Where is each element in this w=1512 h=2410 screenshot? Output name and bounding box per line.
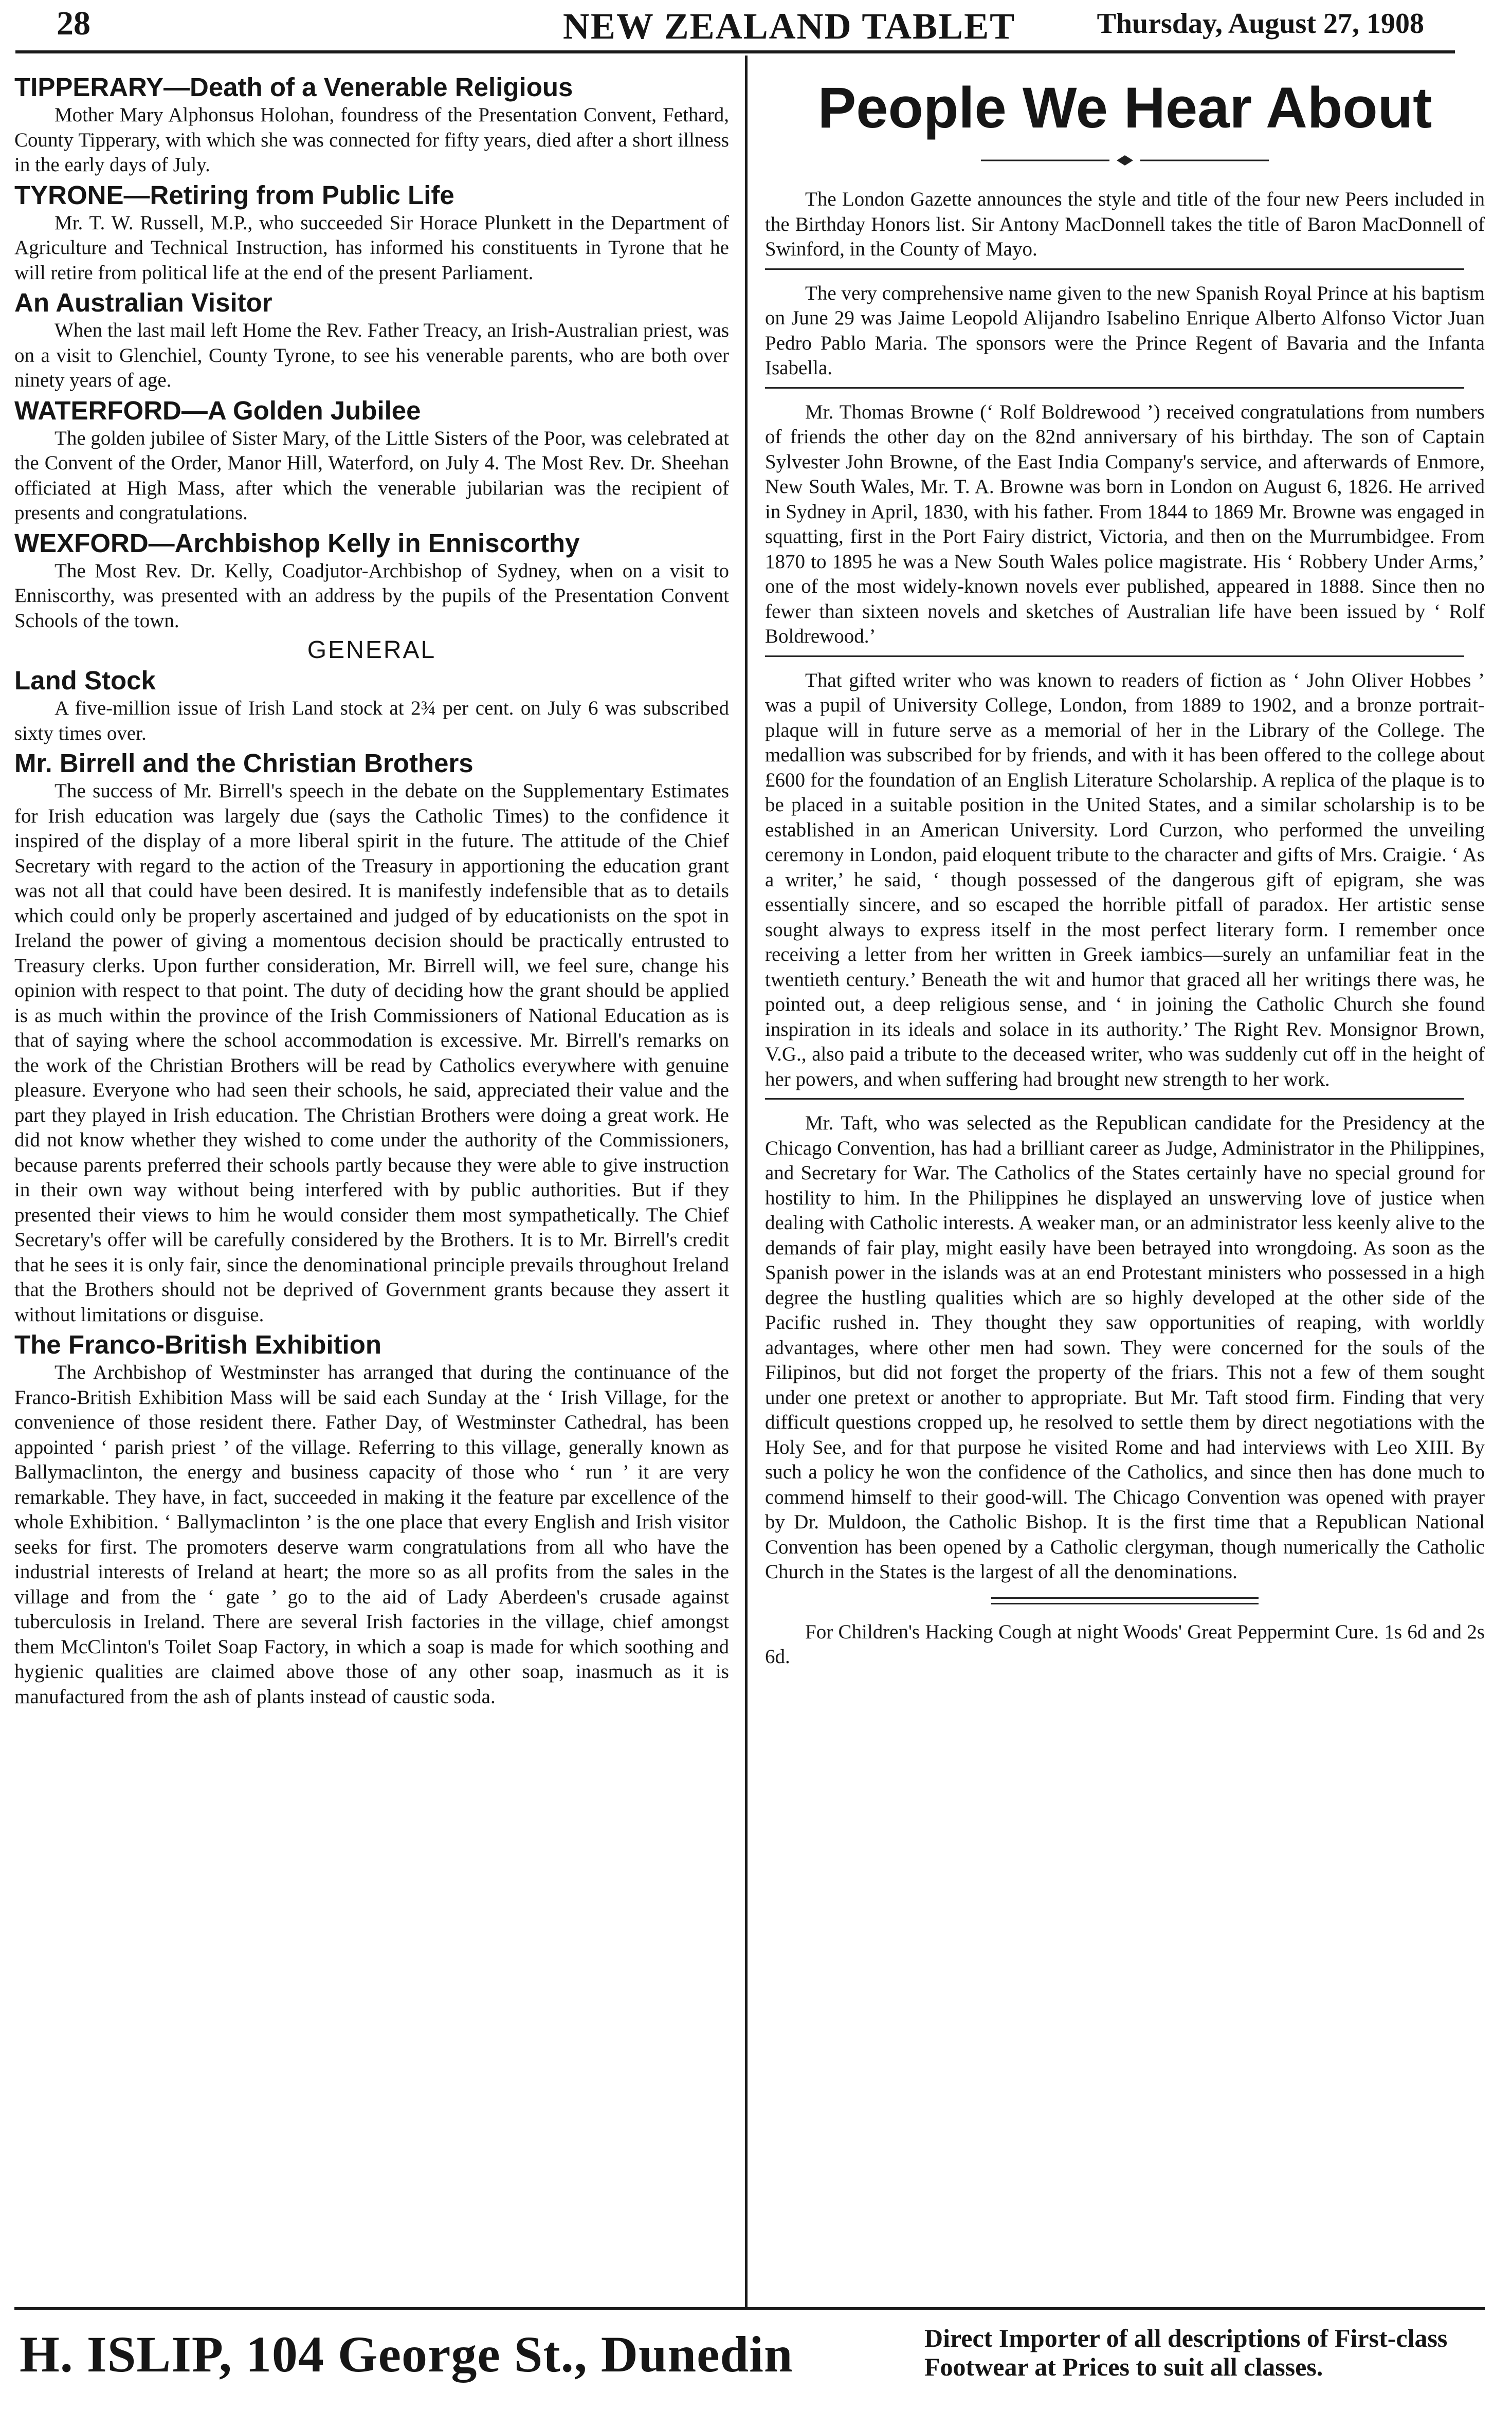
article-paragraph: Mr. Taft, who was selected as the Republican candidate for the Presidency at the Chicago Convention, has had a brilliant career as Judge, Administrator in the Philippines, and Secretary for War. The Catholics of the States certainly have no special ground for hostility to him. In the Philippines he displayed an unswerving love of justice when dealing with Catholic interests. A weaker man, or an administrator less keenly alive to the demands of fair play, might easily have been betrayed into wrongdoing. As soon as the Spanish power in the islands was at an end Protestant ministers who possessed in a high degree the hustling qualities which are so highly developed at the other side of the Pacific rushed in. They thought they saw opportunities of reaping, with worldly advantages, where other men had sown. They were concerned for the souls of the Filipinos, but did not forget the property of the friars. This not a few of them sought under one pretext or another to appropriate. But Mr. Taft stood firm. Finding that very difficult questions cropped up, he resolved to settle them by direct negotiations with the Holy See, and for that purpose he visited Rome and had interviews with Leo XIII. By such a policy he won the confidence of the Catholics, and since then has done much to commend himself to their good-will. The Chicago Convention was opened with prayer by Dr. Muldoon, the Catholic Bishop. It is the first time that a Republican National Convention has been opened by a Catholic clergyman, though numerically the Catholic Church in the States is the largest of all the denominations. bbox=[765, 1112, 1485, 1583]
article-paragraph: When the last mail left Home the Rev. Father Treacy, an Irish-Australian priest, was on a visit to Glenchiel, County Tyrone, to see his venerable parents, who are both over ninety years of age. bbox=[14, 319, 729, 391]
advert-rule bbox=[14, 2307, 1485, 2310]
advert-name: H. ISLIP, 104 George St., Dunedin bbox=[20, 2326, 793, 2383]
article-paragraph: The success of Mr. Birrell's speech in the debate on the Supplementary Estimates for Irish education was largely due (says the Catholic Times) to the confidence it inspired of the display of a more liberal spirit in the future. The attitude of the Chief Secretary with regard to the action of the Treasury in apportioning the education grant was not all that could have been desired. It is manifestly indefensible that as to details which could only be properly ascertained and judged of by educationists on the spot in Ireland the power of giving a momentous decision should be practically entrusted to Treasury clerks. Upon further consideration, Mr. Birrell will, we feel sure, change his opinion with respect to that point. The duty of deciding how the grant should be applied is as much within the province of the Irish Commissioners of National Education as is that of saying where the school accommodation is excessive. Mr. Birrell's remarks on the work of the Christian Brothers will be read by Catholics everywhere with genuine pleasure. Everyone who had seen their schools, he said, appreciated their value and the part they played in Irish education. The Christian Brothers were doing a great work. He did not know whether they wished to come under the authority of the Commissioners, because parents preferred their schools partly because they were able to give instruction in their own way without being interfered with by public authorities. But if they presented their views to him he would consider them most sympathetically. The Chief Secretary's offer will be carefully considered by the Brothers. It is to Mr. Birrell's credit that he sees it is only fair, since the denominational principle prevails throughout Ireland that the Brothers should not be deprived of Government grants because they assert it without limitations or disguise. bbox=[14, 780, 729, 1326]
section-heading: The Franco-British Exhibition bbox=[14, 1330, 382, 1359]
ornament-divider bbox=[981, 154, 1269, 167]
section-heading: WATERFORD—A Golden Jubilee bbox=[14, 395, 421, 425]
section-heading: TIPPERARY—Death of a Venerable Religious bbox=[14, 72, 573, 102]
closing-rule bbox=[991, 1597, 1259, 1604]
section-heading: An Australian Visitor bbox=[14, 288, 272, 317]
section-heading: Land Stock bbox=[14, 666, 156, 695]
feature-title: People We Hear About bbox=[817, 76, 1432, 140]
issue-date: Thursday, August 27, 1908 bbox=[1097, 8, 1424, 40]
article-paragraph: A five-million issue of Irish Land stock at 2¾ per cent. on July 6 was subscribed sixty times over. bbox=[14, 697, 729, 744]
article-paragraph: Mr. T. W. Russell, M.P., who succeeded Sir Horace Plunkett in the Department of Agriculture and Technical Instruction, has informed his constituents in Tyrone that he will retire from political life at the end of the present Parliament. bbox=[14, 211, 729, 284]
article-paragraph: Mr. Thomas Browne (‘ Rolf Boldrewood ’) received congratulations from numbers of friends the other day on the 82nd anniversary of his birthday. The son of Captain Sylvester John Browne, of the East India Company's service, and afterwards of Enmore, New South Wales, Mr. T. A. Browne was born in London on August 6, 1826. He arrived in Sydney in April, 1830, with his father. From 1844 to 1869 Mr. Browne was engaged in squatting, first in the Port Fairy district, Victoria, and then on the Murrumbidgee. From 1870 to 1895 he was a New South Wales police magistrate. His ‘ Robbery Under Arms,’ one of the most widely-known novels ever published, appeared in 1888. Since then no fewer than sixteen novels and sketches of Australian life have been issued by ‘ Rolf Boldrewood.’ bbox=[765, 400, 1485, 647]
advert-tagline: Direct Importer of all descriptions of First-class Footwear at Prices to suit all classes. bbox=[924, 2324, 1448, 2381]
page-number: 28 bbox=[57, 5, 90, 42]
paragraph-rule bbox=[765, 1098, 1464, 1100]
paragraph-rule bbox=[765, 387, 1464, 389]
general-heading: GENERAL bbox=[307, 636, 436, 664]
article-paragraph: That gifted writer who was known to readers of fiction as ‘ John Oliver Hobbes ’ was a pupil of University College, London, from 1889 to 1902, and a bronze portrait-plaque will in future serve as a memorial of her in the Library of the College. The medallion was subscribed for by friends, and with it has been offered to the college about £600 for the foundation of an English Literature Scholarship. A replica of the plaque is to be placed in a suitable position in the United States, and a similar scholarship is to be established in an American University. Lord Curzon, who performed the unveiling ceremony in London, paid eloquent tribute to the character and gifts of Mrs. Craigie. ‘ As a writer,’ he said, ‘ though possessed of the dangerous gift of epigram, she was essentially sincere, and so escaped the horrible pitfall of paradox. Her artistic sense sought always to express itself in the most perfect literary form. I remember once receiving a letter from her written in Greek iambics—surely an unfamiliar feat in the twentieth century.’ Beneath the wit and humor that graced all her writings there was, he pointed out, a deep religious sense, and ‘ in joining the Catholic Church she found inspiration in its ideals and solace in its authority.’ The Right Rev. Monsignor Brown, V.G., also paid a tribute to the deceased writer, who was suddenly cut off in the height of her powers, and when suffering had brought new strength to her work. bbox=[765, 669, 1485, 1090]
section-heading: Mr. Birrell and the Christian Brothers bbox=[14, 748, 473, 778]
column-divider bbox=[745, 56, 748, 2307]
article-paragraph: The Most Rev. Dr. Kelly, Coadjutor-Archbishop of Sydney, when on a visit to Enniscorthy, was presented with an address by the pupils of the Presentation Convent Schools of the town. bbox=[14, 559, 729, 632]
article-paragraph: The golden jubilee of Sister Mary, of the Little Sisters of the Poor, was celebrated at the Convent of the Order, Manor Hill, Waterford, on July 4. The Most Rev. Dr. Sheehan officiated at High Mass, after which the venerable jubilarian was the recipient of presents and congratulations. bbox=[14, 427, 729, 524]
left-column bbox=[14, 72, 729, 2303]
right-column bbox=[765, 72, 1485, 2303]
article-paragraph: The London Gazette announces the style and title of the four new Peers included in the Birthday Honors list. Sir Antony MacDonnell takes the title of Baron MacDonnell of Swinford, in the County of Mayo. bbox=[765, 188, 1485, 260]
section-heading: WEXFORD—Archbishop Kelly in Enniscorthy bbox=[14, 528, 580, 558]
article-paragraph: The Archbishop of Westminster has arranged that during the continuance of the Franco-British Exhibition Mass will be said each Sunday at the ‘ Irish Village, for the convenience of those resident there. Father Day, of Westminster Cathedral, has been appointed ‘ parish priest ’ of the village. Referring to this village, generally known as Ballymaclinton, the energy and business capacity of those who ‘ run ’ it are very remarkable. They have, in fact, succeeded in making it the feature par excellence of the whole Exhibition. ‘ Ballymaclinton ’ is the one place that every English and Irish visitor seeks for first. The promoters deserve warm congratulations from all who have the industrial interests of Ireland at heart; the more so as all profits from the sales in the village and from the ‘ gate ’ go to the aid of Lady Aberdeen's crusade against tuberculosis in Ireland. There are several Irish factories in the village, chief amongst them McClinton's Toilet Soap Factory, in which a soap is made for which soothing and hygienic qualities are claimed above those of any other soap, inasmuch as it is manufactured from the ash of plants instead of caustic soda. bbox=[14, 1361, 729, 1708]
article-paragraph: Mother Mary Alphonsus Holohan, foundress of the Presentation Convent, Fethard, County Tipperary, with which she was connected for fifty years, died after a short illness in the early days of July. bbox=[14, 104, 729, 176]
paper-title: NEW ZEALAND TABLET bbox=[562, 6, 1016, 47]
header-rule bbox=[15, 50, 1455, 53]
advertisement bbox=[14, 2313, 1485, 2406]
notice-paragraph: For Children's Hacking Cough at night Woods' Great Peppermint Cure. 1s 6d and 2s 6d. bbox=[765, 1620, 1485, 1668]
section-heading: TYRONE—Retiring from Public Life bbox=[14, 180, 454, 210]
article-paragraph: The very comprehensive name given to the new Spanish Royal Prince at his baptism on June 29 was Jaime Leopold Alijandro Isabelino Enrique Alberto Alfonso Victor Juan Pedro Pablo Maria. The sponsors were the Prince Regent of Bavaria and the Infanta Isabella. bbox=[765, 282, 1485, 379]
paragraph-rule bbox=[765, 268, 1464, 270]
masthead bbox=[31, 0, 1470, 51]
paragraph-rule bbox=[765, 655, 1464, 657]
